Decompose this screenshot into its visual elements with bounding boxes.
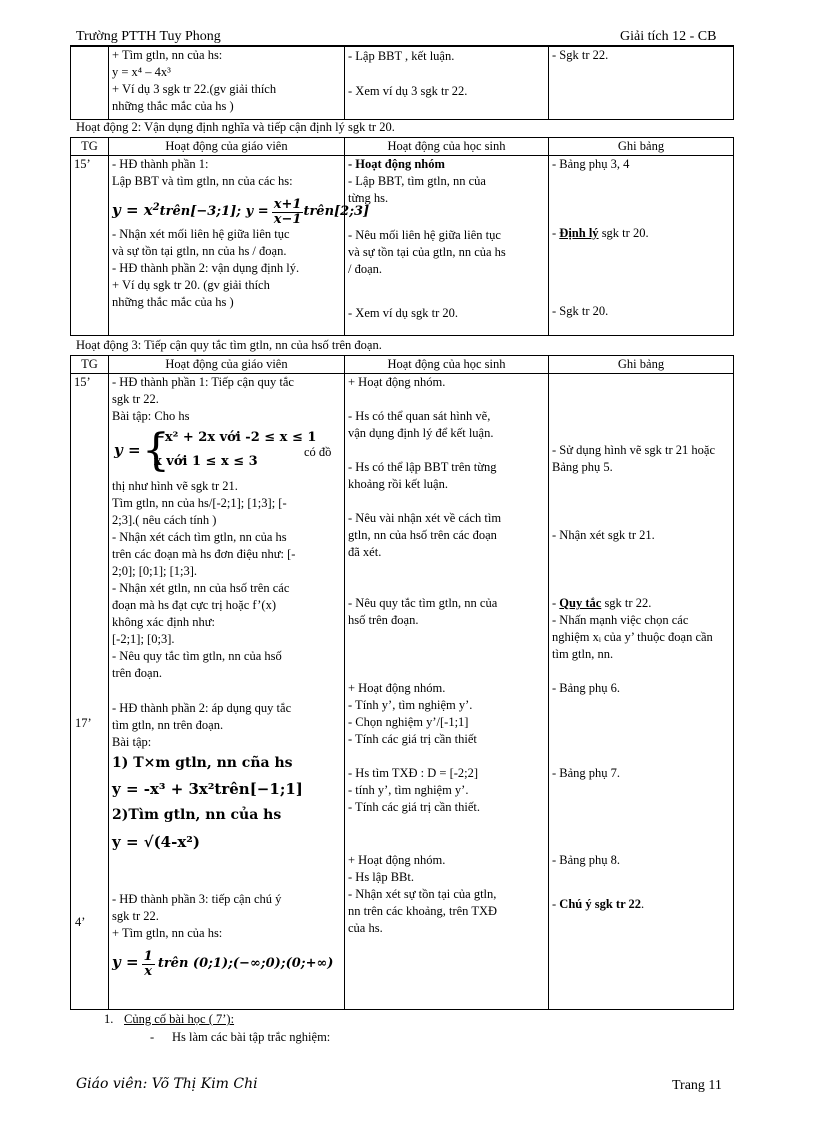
exercise-3-formula: y = $\frac{1}{x}$ trên (0;1);(−∞;0);(0;+∞): [112, 948, 334, 979]
consolidate-num: 1.: [104, 1012, 114, 1026]
consolidate-bullet: -: [150, 1030, 155, 1044]
page-number: Trang 11: [672, 1078, 722, 1093]
activity-2-title: Hoạt động 2: Vận dụng định nghĩa và tiếp cận định lý sgk tr 20.: [76, 120, 395, 134]
hs-cell: - Lập BBT , kết luận. - Xem ví dụ 3 sgk tr 22.: [345, 47, 549, 120]
activity-3-table: TG Hoạt động của giáo viên Hoạt động của học sinh Ghi bảng 15’ 17’ 4’ - HĐ thành phần 1: Tiếp cận quy tắc sgk tr 22. Bài tập: Cho hs y = { −x² + 2x với -2 ≤ x ≤ 1 x với 1 ≤ x ≤ 3 có đồ thị như hình vẽ sgk tr 21. Tìm gtln, nn của hs/[-2;1]; [1;3]; [- 2;3].( nêu cách tính ) - Nhận xét cách tìm gtln, nn của hs trên các đoạn mà hs đơn điệu như: [- 2;0]; [0;1]; [1;3]. - Nhận xét gtln, nn của hsố trên các đoạn mà hs đạt cực trị hoặc f’(x) không xác định như: [-2;1]; [0;3]. - Nêu quy tắc tìm gtln, nn của hsố trên đoạn. - HĐ thành phần 2: áp dụng quy tắc tìm gtln, nn trên đoạn. Bài tập: 1) T×m gtln, nn cña hs y = -x³ + 3x²trên[−1;1] 2)Tìm gtln, nn của hs y = √(4-x²) - HĐ thành phần 3: tiếp cận chú ý sgk tr 22. + Tìm gtln, nn của hs: y = $\frac{1}{x}$ trên (0;1);(−∞;0);(0;+∞) + Hoạt động nhóm. - Hs có thể quan sát hình vẽ, vận dụng định lý để kết luận. - Hs có thể lập BBT trên từng khoảng rồi kết luận. - Nêu vài nhận xét về cách tìm gtln, nn của hsố trên các đoạn đã xét. - Nêu quy tắc tìm gtln, nn của hsố trên đoạn. + Hoạt động nhóm. - Tính y’, tìm nghiệm y’. - Chọn nghiệm y’/[-1;1] - Tính các giá trị cần thiết - Hs tìm TXĐ : D = [-2;2] - tính y’, tìm nghiệm y’. - Tính các giá trị cần thiết. + Hoạt động nhóm. - Hs lập BBt. - Nhận xét sự tồn tại của gtln, nn trên các khoảng, trên TXĐ của hs. - Sử dụng hình vẽ sgk tr 21 hoặc Bảng phụ 5. - Nhận xét sgk tr 21. - Quy tắc sgk tr 22. - Nhấn mạnh việc chọn các nghiệm xᵢ của y’ thuộc đoạn cần tìm gtln, nn. - Bảng phụ 6. - Bảng phụ 7. - Bảng phụ 8. - Chú ý sgk tr 22.: [70, 355, 734, 1010]
top-table: [70, 46, 734, 120]
tg-cell: [71, 47, 109, 120]
col-gb: Ghi bảng: [549, 138, 734, 156]
consolidate-item: Hs làm các bài tập trắc nghiệm:: [172, 1030, 331, 1044]
exercise-1-formula: y = -x³ + 3x²trên[−1;1]: [112, 780, 303, 798]
col-hs: Hoạt động của học sinh: [345, 138, 549, 156]
formula-2: $y = x^2trên[-3;1]$; y = $\frac{x+1}{x-1}$ trên[2;3]: [112, 196, 370, 227]
gb-cell: - Sgk tr 22.: [549, 47, 734, 120]
exercise-2-formula: y = √(4-x²): [112, 833, 200, 851]
consolidate-title: Củng cố bài học ( 7’):: [124, 1012, 235, 1026]
exercise-1: 1) T×m gtln, nn cña hs: [112, 755, 293, 771]
subject-title: Giải tích 12 - CB: [620, 29, 717, 44]
col-gv: Hoạt động của giáo viên: [109, 138, 345, 156]
piecewise-formula: y = { −x² + 2x với -2 ≤ x ≤ 1 x với 1 ≤ x ≤ 3 có đồ: [114, 425, 332, 476]
teacher-signature: Giáo viên: Võ Thị Kim Chi: [76, 1076, 258, 1092]
activity-2-table: TG Hoạt động của giáo viên Hoạt động của học sinh Ghi bảng 15’ - HĐ thành phần 1: Lập BBT và tìm gtln, nn của các hs: $y = x^2trên[-3;1]$; y = $\frac{x+1}{x-1}$ trên[2;3] - Nhận xét mối liên hệ giữa liên tục và sự tồn tại gtln, nn của hs / đoạn. - HĐ thành phần 2: vận dụng định lý. + Ví dụ sgk tr 20. (gv giải thích những thắc mắc của hs ) - Hoạt động nhóm - Lập BBT, tìm gtln, nn của từng hs. - Nêu mối liên hệ giữa liên tục và sự tồn tại của gtln, nn của hs / đoạn. - Xem ví dụ sgk tr 20. - Bảng phụ 3, 4 - Định lý sgk tr 20. - Sgk tr 20.: [70, 137, 734, 336]
school-name: Trường PTTH Tuy Phong: [76, 29, 221, 44]
activity-3-title: Hoạt động 3: Tiếp cận quy tắc tìm gtln, nn của hsố trên đoạn.: [76, 338, 382, 352]
col-tg: TG: [71, 138, 109, 156]
exercise-2: 2)Tìm gtln, nn của hs: [112, 807, 282, 823]
gv-cell: + Tìm gtln, nn của hs: y = x⁴ – 4x³ + Ví dụ 3 sgk tr 22.(gv giải thích những thắc mắc của hs ): [109, 47, 345, 120]
